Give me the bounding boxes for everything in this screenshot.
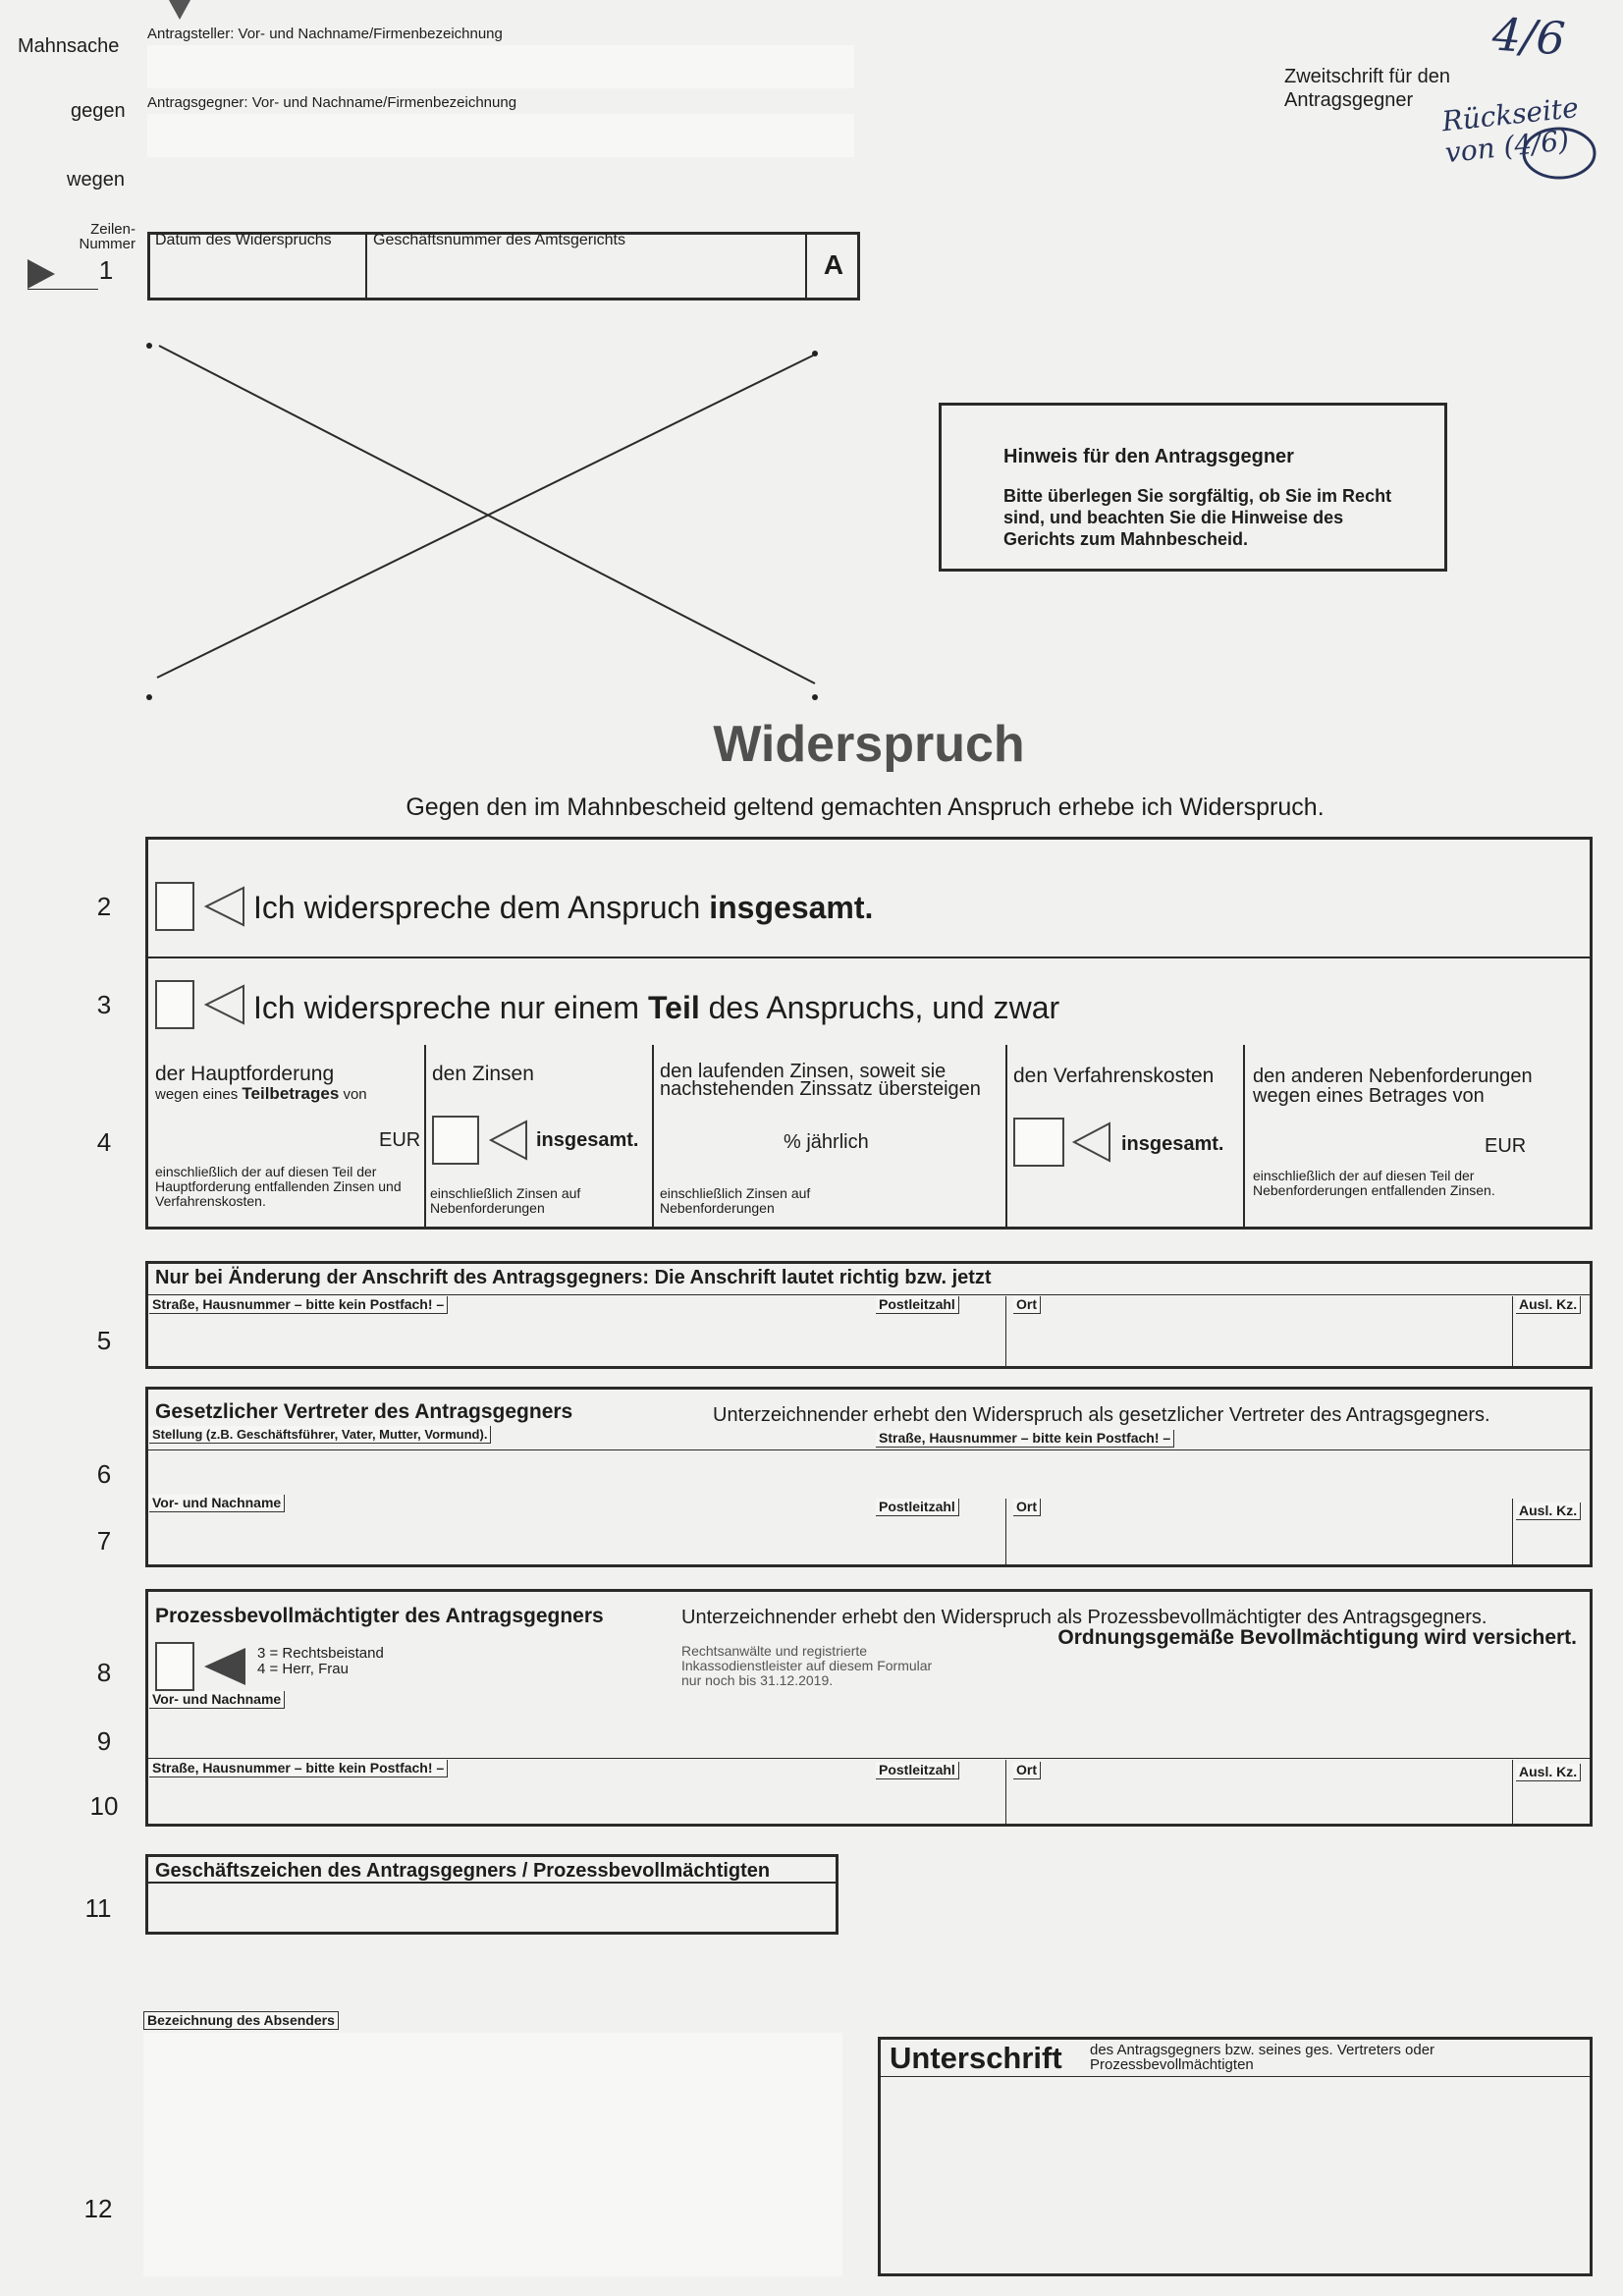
code-4-label: 4 = Herr, Frau: [257, 1661, 349, 1677]
hauptforderung-title: der Hauptforderung: [155, 1063, 335, 1085]
vertreter-plz-label: Postleitzahl: [876, 1499, 959, 1516]
vertreter-ort-field[interactable]: [1009, 1518, 1508, 1563]
hinweis-text: Bitte überlegen Sie sorgfältig, ob Sie im Recht sind, und beachten Sie die Hinweise des Gerichts zum Mahnbescheid.: [1003, 486, 1392, 549]
code-3-label: 3 = Rechtsbeistand: [257, 1645, 384, 1662]
row-number-8: 8: [96, 1658, 112, 1687]
anschrift-strasse-field[interactable]: [149, 1316, 866, 1365]
hauptforderung-sub: [155, 1084, 367, 1104]
hauptforderung-sub-bold: Teilbetrages: [242, 1084, 340, 1103]
bevollmaechtigter-name-field[interactable]: [149, 1713, 1589, 1752]
vertreter-col-ort: [1005, 1499, 1006, 1565]
datum-field[interactable]: [153, 257, 363, 297]
vertreter-ort-label: Ort: [1013, 1499, 1041, 1516]
anschrift-title: Nur bei Änderung der Anschrift des Antragsgegners: Die Anschrift lautet richtig bzw. jetzt: [155, 1267, 992, 1288]
vertreter-divider: [147, 1449, 1591, 1450]
top-marker-icon: [169, 0, 190, 22]
hauptforderung-amount-field[interactable]: [155, 1110, 377, 1155]
anschrift-plz-field[interactable]: [874, 1316, 1001, 1365]
hauptforderung-note: einschließlich der auf diesen Teil der Hauptforderung entfallenden Zinsen und Verfahrenskosten.: [155, 1164, 402, 1209]
row-number-9: 9: [96, 1726, 112, 1756]
zinsen-pointer-icon: [487, 1120, 530, 1161]
bevollmaechtigter-divider: [147, 1758, 1591, 1759]
vertreter-col-ausl: [1512, 1499, 1513, 1565]
row3-text-post: des Anspruchs, und zwar: [699, 990, 1060, 1025]
zinsen-note: einschließlich Zinsen auf Nebenforderungen: [430, 1185, 581, 1216]
prozessbevollmaechtigter-title: Prozessbevollmächtigter des Antragsgegners: [155, 1605, 604, 1627]
insgesamt-pointer-icon: [202, 886, 247, 927]
row3-text-bold: Teil: [647, 990, 700, 1025]
unterschrift-divider: [880, 2076, 1591, 2077]
row-number-4: 4: [96, 1127, 112, 1157]
bevollmaechtigter-name-label: Vor- und Nachname: [149, 1691, 285, 1709]
row-number-6: 6: [96, 1459, 112, 1489]
unterschrift-title: Unterschrift: [890, 2041, 1062, 2075]
geschaeftsnummer-label: Geschäftsnummer des Amtsgerichts: [373, 232, 625, 248]
anschrift-ort-field[interactable]: [1009, 1316, 1508, 1365]
laufende-zinsen-rate: % jährlich: [784, 1131, 869, 1153]
row-number-5: 5: [96, 1326, 112, 1355]
row2-text-bold: insgesamt.: [709, 890, 874, 925]
anschrift-col-ausl: [1512, 1296, 1513, 1367]
bevollmaechtigter-ausl-label: Ausl. Kz.: [1516, 1764, 1581, 1781]
anschrift-plz-label: Postleitzahl: [876, 1296, 959, 1314]
verfahrenskosten-checkbox[interactable]: [1013, 1118, 1064, 1167]
row2-text: [253, 890, 873, 926]
vertreter-name-field[interactable]: [149, 1516, 866, 1563]
zinsen-checkbox[interactable]: [432, 1116, 479, 1165]
vertreter-plz-field[interactable]: [874, 1518, 1001, 1563]
unterschrift-field[interactable]: [882, 2080, 1589, 2272]
handwritten-page-number: 4/6: [1490, 7, 1567, 66]
anrede-pointer-icon: [202, 1646, 247, 1687]
hinweis-title: Hinweis für den Antragsgegner: [1003, 446, 1294, 467]
anschrift-divider: [147, 1294, 1591, 1295]
hauptforderung-sub-post: von: [339, 1086, 367, 1103]
bevollmaechtigter-plz-field[interactable]: [874, 1781, 1001, 1823]
geschaeftszeichen-field[interactable]: [149, 1886, 835, 1931]
bevollmaechtigter-col-ort: [1005, 1760, 1006, 1825]
zinssatz-field[interactable]: [660, 1110, 778, 1155]
gegen-label: gegen: [71, 100, 126, 122]
bevollmaechtigter-ort-field[interactable]: [1009, 1781, 1508, 1823]
row3-text: [253, 990, 1059, 1026]
page-subtitle: Gegen den im Mahnbescheid geltend gemachten Anspruch erhebe ich Widerspruch.: [406, 793, 1325, 821]
geschaeftsnummer-field[interactable]: [371, 257, 803, 297]
vertreter-name-label: Vor- und Nachname: [149, 1495, 285, 1512]
vertreter-ausl-field[interactable]: [1516, 1522, 1589, 1563]
form-code: A: [823, 249, 844, 280]
geschaeftszeichen-divider: [147, 1882, 837, 1884]
row-pointer-icon: [27, 259, 57, 289]
verfahrenskosten-title: den Verfahrenskosten: [1013, 1065, 1215, 1087]
anschrift-col-ort: [1005, 1296, 1006, 1367]
vertreter-strasse-field[interactable]: [874, 1453, 1589, 1497]
row2-divider: [145, 957, 1593, 958]
page-title: Widerspruch: [713, 716, 1025, 773]
row1-divider-1: [365, 232, 367, 301]
row-number-12: 12: [83, 2194, 113, 2223]
antragsgegner-field[interactable]: [147, 114, 854, 157]
row2-text-pre: Ich widerspreche dem Anspruch: [253, 890, 710, 925]
prozessbevollmaechtigter-note-bold: Ordnungsgemäße Bevollmächtigung wird versichert.: [1057, 1626, 1577, 1649]
bevollmaechtigter-plz-label: Postleitzahl: [876, 1762, 959, 1779]
laufende-zinsen-note: einschließlich Zinsen auf Nebenforderungen: [660, 1185, 811, 1216]
anschrift-ausl-label: Ausl. Kz.: [1516, 1296, 1581, 1314]
anschrift-ausl-field[interactable]: [1516, 1316, 1589, 1365]
anschrift-ort-label: Ort: [1013, 1296, 1041, 1314]
bevollmaechtigter-ort-label: Ort: [1013, 1762, 1041, 1779]
zweitschrift-label: Zweitschrift für den Antragsgegner: [1284, 66, 1450, 111]
nebenforderungen-currency: EUR: [1485, 1135, 1527, 1157]
nebenforderungen-amount-field[interactable]: [1253, 1114, 1479, 1159]
row-pointer-line: [27, 289, 98, 290]
row-number-7: 7: [96, 1526, 112, 1556]
prozessbevollmaechtigter-note: Unterzeichnender erhebt den Widerspruch als Prozessbevollmächtigter des Antragsgegners.: [681, 1607, 1488, 1628]
teil-checkbox[interactable]: [155, 980, 194, 1029]
anschrift-strasse-label: Straße, Hausnummer – bitte kein Postfach! –: [149, 1296, 448, 1314]
row-number-3: 3: [96, 990, 112, 1019]
absender-label: Bezeichnung des Absenders: [143, 2011, 339, 2030]
vertreter-stellung-field[interactable]: [149, 1453, 866, 1497]
geschaeftszeichen-title: Geschäftszeichen des Antragsgegners / Prozessbevollmächtigten: [155, 1860, 771, 1882]
antragsgegner-label: Antragsgegner: Vor- und Nachname/Firmenbezeichnung: [147, 94, 517, 111]
vertreter-stellung-label: Stellung (z.B. Geschäftsführer, Vater, Mutter, Vormund).: [149, 1426, 491, 1444]
mahnsache-label: Mahnsache: [18, 35, 120, 57]
row-number-11: 11: [84, 1893, 112, 1923]
vertreter-ausl-label: Ausl. Kz.: [1516, 1503, 1581, 1520]
address-window-cross: [137, 334, 825, 707]
vertreter-strasse-label: Straße, Hausnummer – bitte kein Postfach! –: [876, 1430, 1174, 1448]
bevollmaechtigter-strasse-label: Straße, Hausnummer – bitte kein Postfach! –: [149, 1760, 448, 1777]
row4-divider-4: [1243, 1045, 1245, 1230]
row-number-2: 2: [96, 892, 112, 921]
unterschrift-note: des Antragsgegners bzw. seines ges. Vertreters oder Prozessbevollmächtigten: [1090, 2042, 1435, 2073]
handwritten-circle-icon: [1520, 124, 1598, 183]
gesetzlicher-vertreter-title: Gesetzlicher Vertreter des Antragsgegners: [155, 1400, 573, 1423]
row-number-1: 1: [98, 255, 114, 285]
absender-field[interactable]: [143, 2033, 842, 2276]
laufende-zinsen-title: den laufenden Zinsen, soweit sie nachstehenden Zinssatz übersteigen: [660, 1061, 981, 1100]
zinsen-insgesamt: insgesamt.: [536, 1129, 639, 1151]
verfahrenskosten-insgesamt: insgesamt.: [1121, 1133, 1224, 1155]
antragsteller-field[interactable]: [147, 45, 854, 88]
wegen-label: wegen: [67, 169, 125, 191]
gesetzlicher-vertreter-note: Unterzeichnender erhebt den Widerspruch als gesetzlicher Vertreter des Antragsgegners.: [713, 1404, 1490, 1426]
anrede-code-field[interactable]: [155, 1642, 194, 1691]
handwritten-note: Rückseite von (4/6): [1439, 90, 1581, 170]
insgesamt-checkbox[interactable]: [155, 882, 194, 931]
bevollmaechtigter-strasse-field[interactable]: [149, 1781, 866, 1823]
verfahrenskosten-pointer-icon: [1070, 1121, 1113, 1163]
hauptforderung-sub-pre: wegen eines: [155, 1086, 243, 1103]
row4-divider-2: [652, 1045, 654, 1230]
teil-pointer-icon: [202, 984, 247, 1025]
antragsteller-label: Antragsteller: Vor- und Nachname/Firmenbezeichnung: [147, 26, 503, 42]
row4-divider-3: [1005, 1045, 1007, 1230]
nebenforderungen-title: den anderen Nebenforderungen wegen eines Betrages von: [1253, 1066, 1533, 1107]
zeilen-nummer-label: Zeilen-Nummer: [79, 221, 135, 252]
zinsen-title: den Zinsen: [432, 1063, 534, 1085]
bevollmaechtigter-col-ausl: [1512, 1760, 1513, 1825]
datum-label: Datum des Widerspruchs: [155, 232, 332, 248]
bevollmaechtigter-ausl-field[interactable]: [1516, 1785, 1589, 1823]
nebenforderungen-note: einschließlich der auf diesen Teil der Nebenforderungen entfallenden Zinsen.: [1253, 1168, 1495, 1198]
row3-text-pre: Ich widerspreche nur einem: [253, 990, 648, 1025]
inkasso-note: Rechtsanwälte und registrierte Inkassodienstleister auf diesem Formular nur noch bis 31.12.2019.: [681, 1643, 933, 1688]
hauptforderung-currency: EUR: [379, 1129, 421, 1151]
row4-divider-1: [424, 1045, 426, 1230]
row-number-10: 10: [89, 1791, 119, 1821]
